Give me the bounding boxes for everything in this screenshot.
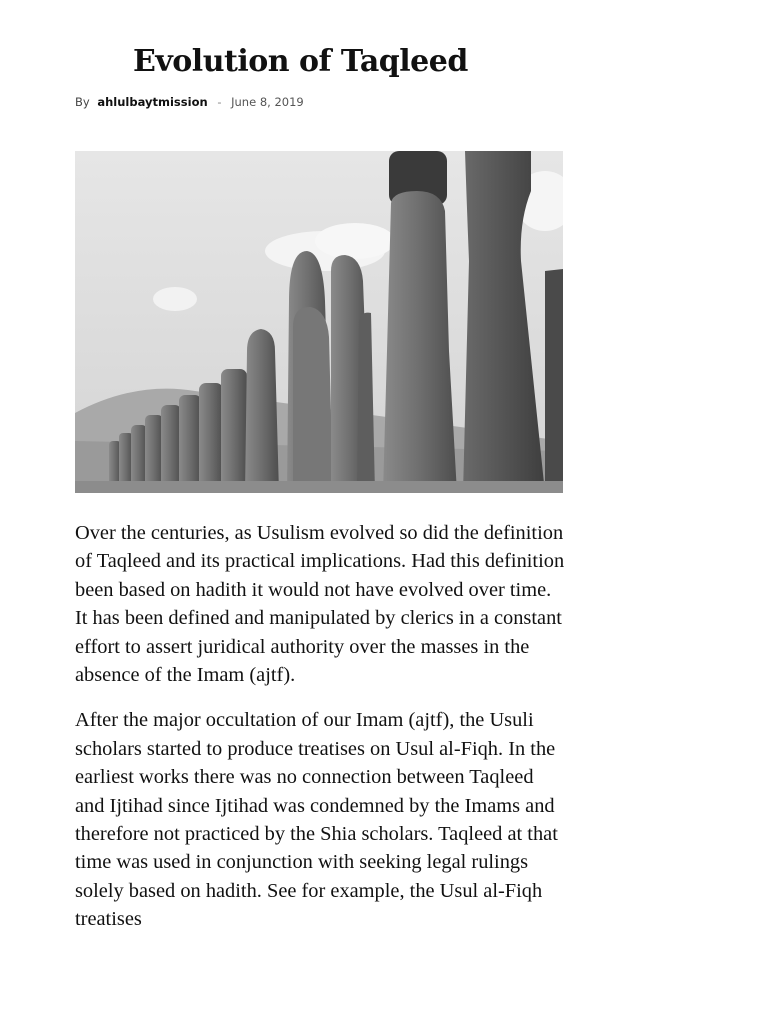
article-paragraph: After the major occultation of our Imam (ajtf), the Usuli scholars started to produce treatises on Usul al-Fiqh. In the earliest works there was no connection between Taqleed and Ijtihad since Ijtihad was condemned by the Imams and therefore not practiced by the Shia scholars. Taqleed at that time was used in conjunction with seeking legal rulings solely based on hadith. See for example, the Usul al-Fiqh treatises [75,709,558,931]
article-paragraph: Over the centuries, as Usulism evolved so did the definition of Taqleed and its practical implications. Had this definition been based on hadith it would not have evolved over time. It has been defined and manipulated by clerics in a constant effort to assert juridical authority over the masses in the absence of the Imam (ajtf). [75,522,565,687]
moai-statues-photo [75,151,563,493]
publish-date: June 8, 2019 [231,95,304,109]
featured-image [75,151,563,493]
author-link[interactable]: ahlulbaytmission [97,95,208,109]
article-meta [75,95,304,109]
article-body [75,519,565,951]
by-label: By [75,95,90,109]
meta-separator: - [217,95,222,109]
article-title: Evolution of Taqleed [133,44,468,79]
